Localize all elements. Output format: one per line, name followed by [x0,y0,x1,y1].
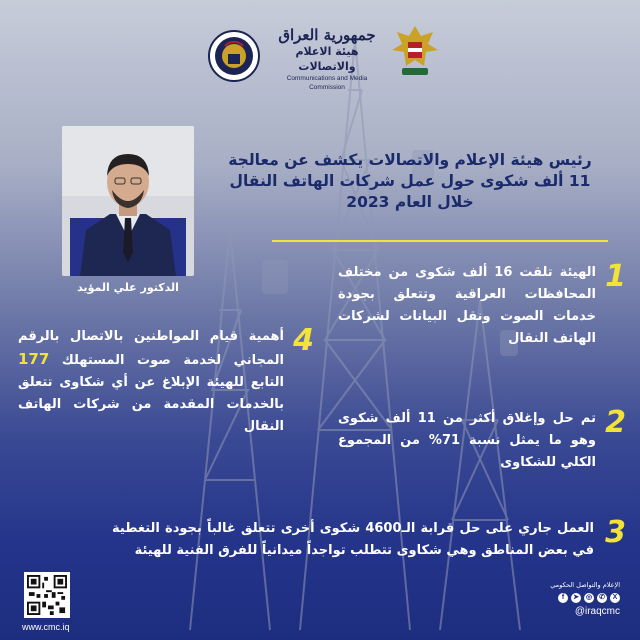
point-3-text: العمل جاري على حل قرابة الـ4600 شكوى أخرى تتعلق غالباً بجودة التغطية في بعض المناطق وهي شكاوى تتطلب تواجداً ميدانياً للفرق الفنية للهيئة [112,521,595,558]
point-4-number: 4 [293,323,314,358]
point-2-number: 2 [605,405,626,440]
point-1-text: الهيئة تلقت 16 ألف شكوى من مختلف المحافظات العراقية وتتعلق بجودة خدمات الصوت ونقل البيانات لشركات الهاتف النقال [338,265,596,346]
facebook-icon[interactable]: f [558,593,568,603]
point-2 [338,405,626,474]
commission-seal-icon [208,30,260,82]
commission-name-en: Communications and Media Commission [286,75,368,91]
instagram-icon[interactable]: ◎ [585,594,593,601]
social-footer [510,580,620,617]
x-icon[interactable]: X [610,593,620,603]
header [0,0,640,112]
point-2-text: تم حل وإغلاق أكثر من 11 ألف شكوى وهو ما يمثل نسبة 71% من المجموع الكلي للشكاوى [338,411,597,470]
commission-name-ar: هيئة الاعلام والاتصالات [295,45,359,73]
headline-line-3: خلال العام 2023 [346,193,474,211]
footer-tagline: الإعلام والتواصل الحكومي [550,581,620,589]
hotline-number: 177 [18,350,50,368]
point-3-number: 3 [605,515,626,550]
qr-code-icon[interactable] [24,572,70,618]
point-4 [18,323,314,438]
country-name: جمهورية العراق [278,26,376,44]
point-1 [338,259,626,350]
commission-title [268,26,386,92]
portrait-caption: الدكتور علي المؤيد [77,281,179,294]
point-4-text-after: التابع للهيئة الإبلاغ عن أي شكاوى تتعلق بالخدمات المقدمة من شركات الهاتف النقال [18,375,284,434]
point-4-text-before: أهمية قيام المواطنين بالاتصال بالرقم المجاني لخدمة صوت المستهلك [18,329,284,368]
social-icons [510,593,620,603]
telegram-icon[interactable]: ➤ [571,593,581,603]
portrait-photo [62,126,194,276]
point-3 [112,515,626,562]
iraq-emblem-icon [388,22,442,80]
whatsapp-icon[interactable]: ✆ [597,593,607,603]
headline-line-2: 11 ألف شكوى حول عمل شركات الهاتف النقال [229,172,591,190]
social-handle[interactable]: @iraqcmc [574,606,620,617]
point-1-number: 1 [605,259,626,294]
headline-underline [272,240,608,242]
headline-line-1: رئيس هيئة الإعلام والاتصالات يكشف عن معالجة [228,151,592,169]
headline [210,150,610,213]
point-4-text [18,326,284,438]
website-link[interactable]: www.cmc.iq [22,622,70,632]
